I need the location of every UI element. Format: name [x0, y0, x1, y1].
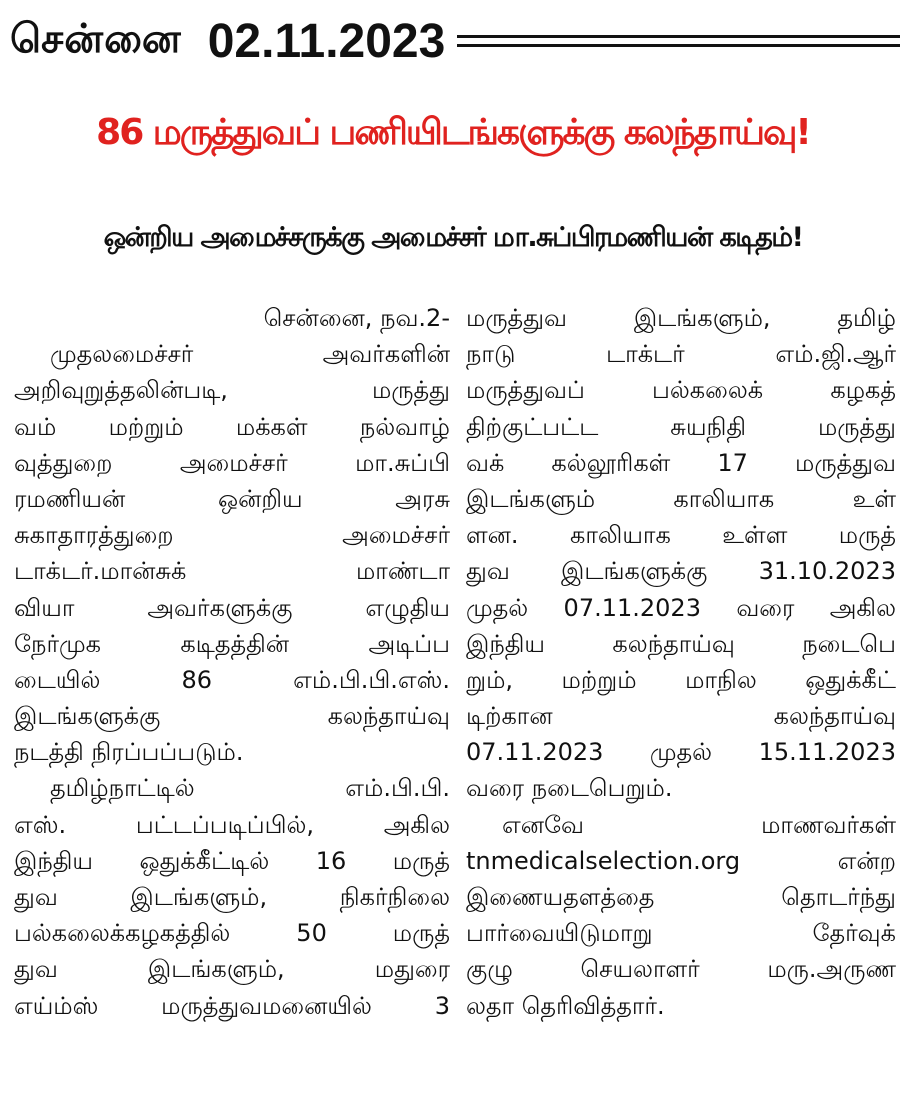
article-line: லதா தெரிவித்தார்.: [466, 991, 665, 1020]
article-line: பார்வையிடுமாறு தேர்வுக்: [466, 919, 896, 948]
article-line: நாடு டாக்டர் எம்.ஜி.ஆர்: [466, 340, 896, 369]
article-line: றும், மற்றும் மாநில ஒதுக்கீட்: [466, 665, 896, 694]
article-line: துவ இடங்களும், மதுரை: [14, 955, 450, 984]
article-line: 07.11.2023 முதல் 15.11.2023: [466, 738, 896, 767]
article-line: மருத்துவப் பல்கலைக் கழகத்: [466, 376, 896, 405]
article-line: எஸ். பட்டப்படிப்பில், அகில: [14, 810, 450, 839]
article-line: துவ இடங்களுக்கு 31.10.2023: [466, 557, 896, 586]
article-line: தமிழ்நாட்டில் எம்.பி.பி.: [50, 774, 450, 803]
dateline-rule: [457, 35, 900, 47]
article-line: இடங்களும் காலியாக உள்: [466, 484, 896, 513]
article-left-column: [14, 300, 450, 1024]
article-line: இந்திய கலந்தாய்வு நடைபெ: [466, 629, 896, 658]
article-line: வக் கல்லூரிகள் 17 மருத்துவ: [466, 448, 896, 477]
article-line: பல்கலைக்கழகத்தில் 50 மருத்: [14, 919, 450, 948]
dateline: [10, 6, 900, 76]
article-line: எய்ம்ஸ் மருத்துவமனையில் 3: [14, 991, 450, 1020]
article-line: முதல் 07.11.2023 வரை அகில: [466, 593, 896, 622]
article-line: ரமணியன் ஒன்றிய அரசு: [14, 484, 450, 513]
article-line: வம் மற்றும் மக்கள் நல்வாழ்: [14, 412, 450, 441]
article-line: வியா அவர்களுக்கு எழுதிய: [14, 593, 450, 622]
article-line: அறிவுறுத்தலின்படி, மருத்து: [14, 376, 450, 405]
dateline-city: சென்னை: [10, 15, 182, 62]
article-line: வுத்துறை அமைச்சர் மா.சுப்பி: [14, 448, 450, 477]
article-line: திற்குட்பட்ட சுயநிதி மருத்து: [466, 412, 896, 441]
article-line: சுகாதாரத்துறை அமைச்சர்: [14, 521, 450, 550]
article-line: நடத்தி நிரப்பப்படும்.: [14, 738, 244, 767]
article-line: முதலமைச்சர் அவர்களின்: [50, 340, 450, 369]
headline: 86 மருத்துவப் பணியிடங்களுக்கு கலந்தாய்வு!: [96, 112, 810, 153]
article-line: இடங்களுக்கு கலந்தாய்வு: [14, 702, 450, 731]
article-line: ளன. காலியாக உள்ள மருத்: [466, 521, 896, 550]
article-line: டையில் 86 எம்.பி.பி.எஸ்.: [14, 665, 450, 694]
article-right-column: [466, 300, 896, 1024]
subheadline: ஒன்றிய அமைச்சருக்கு அமைச்சர் மா.சுப்பிரமணியன் கடிதம்!: [103, 222, 803, 253]
article-line: tnmedicalselection.org என்ற: [466, 846, 896, 875]
article-line: சென்னை, நவ.2-: [263, 304, 450, 332]
dateline-date: 02.11.2023: [207, 14, 446, 68]
article-line: இணையதளத்தை தொடர்ந்து: [466, 883, 896, 911]
article-line: குழு செயலாளர் மரு.அருண: [466, 955, 896, 984]
article-line: டாக்டர்.மான்சுக் மாண்டா: [14, 557, 450, 586]
article-line: மருத்துவ இடங்களும், தமிழ்: [466, 304, 896, 332]
article-line: நேர்முக கடிதத்தின் அடிப்ப: [14, 629, 450, 658]
article-line: வரை நடைபெறும்.: [466, 774, 673, 803]
article-line: டிற்கான கலந்தாய்வு: [466, 702, 896, 731]
article-line: எனவே மாணவர்கள்: [502, 810, 896, 839]
article-line: துவ இடங்களும், நிகர்நிலை: [14, 883, 450, 911]
article-line: இந்திய ஒதுக்கீட்டில் 16 மருத்: [14, 846, 450, 875]
